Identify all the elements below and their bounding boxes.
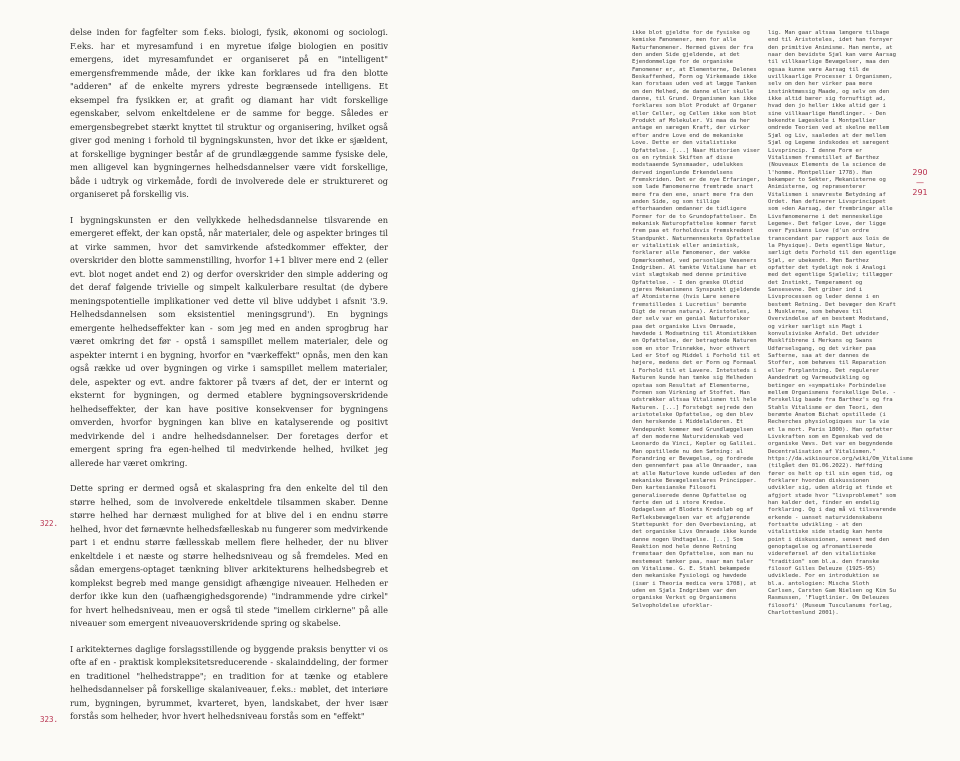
folio-right-page: 291: [912, 188, 928, 197]
footnote-marker-322: 322.: [40, 519, 59, 528]
notes-column-left: [632, 30, 760, 610]
paragraph-3: Dette spring er dermed også et skalaspring fra den enkelte del til den større helhed, som de involverede enkeltdele tilsammen skaber. Denne større helhed har dernæst mulighed for at blive del i en endnu større helhed, hvor det førnævnte helhedsfælleskab nu fungerer som medvirkende part i et endnu større fællesskab mellem flere helheder, der nu bliver enkeltdele i et næste og større helhedsniveau og så fremdeles. Med en sådan emergens-optaget tænkning bliver arkitekturens helhedsbegreb et komplekst begreb med mange gensidigt afhængige niveauer. Helheden er derfor ikke kun den (uafhængighedsgorende) "indrammende ydre cirkel" for hvert helhedsniveau, men er også til stede "imellem cirklerne" på alle niveauer som emergent niveauoverskridende spring og skabelse.: [70, 483, 388, 628]
folio-separator: —: [916, 178, 924, 187]
paragraph-4: I arkitekternes daglige forslagsstillende og byggende praksis benytter vi os ofte af en - praktisk kompleksitetsreducerende - skalainddeling, der former en traditionel "helhedstrappe"; en tradition for at tænke og etablere helhedsdannelser på forskellige skalaniveauer, f.eks.: møblet, det interiøre rum, bygningen, byrummet, kvarteret, byen, landskabet, der hver især forstås som helheder, hvor hvert helhedsniveau forstås som en "effekt": [70, 643, 388, 721]
notes-column-right: [768, 30, 913, 618]
folio-left-page: 290: [912, 168, 928, 177]
footnote-marker-323: 323.: [40, 715, 59, 724]
paragraph-1: delse inden for fagfelter som f.eks. biologi, fysik, økonomi og sociologi. F.eks. har et myresamfund i en myretue ifølge biologien en positiv emergens, idet myresamfundet er organiseret på en "intelligent" emergensfremmende måde, der ikke kan forklares ud fra den blotte "adderen" af de enkelte myrers ydreste begrænsede intelligens. Et eksempel fra fysikken er, at grafit og diamant har vidt forskellige egenskaber, selvom enkeltdelene er de samme for begge. Således er emergensbegrebet stærkt knyttet til struktur og organisering, hvilket også giver god mening i forhold til bygningskunsten, hvor det ikke er sjældent, at forskellige bygninger består af de grundlæggende samme fysiske dele, men alligevel kan bygningernes helhedsdannelser være vidt forskellige, både i udtryk og virkemåde, fordi de involverede dele er struktureret og organiseret på forskellig vis.: [70, 27, 388, 199]
notes-text-left: ikke blot gjeldte for de fysiske og kemiske Fænomener, men for alle Naturfænomener. Hermed gives der fra den anden Side gjeldende, at det Ejendommelige for de organiske Fænomener er, at Elementerne, Delenes Beskaffenhed, Form og Virkemaade ikke kan forstaas uden ved at lægge Tanken om den Helhed, de danne eller skulle danne, til Grund. Organismen kan ikke forklares som blot Produkt af Organer eller Celler, og Cellen ikke som blot Produkt af Molekuler. Vi maa da her antage en særegen Kraft, der virker efter andre Love end de mekaniske Love. Dette er den vitalistiske Opfattelse. [...] Naar Historien viser os en rytmisk Skiften af disse modstaaende Synsmaader, udelukkes derved ingenlunde Erkendelsens Fremskriden. Det er de nye Erfaringer, som lade Fænomenerne fremtræde snart mere fra den ene, snart mere fra den anden Side, og som tillige efterhaanden omdanner de tidligere Former for de to Grundopfattelser. En mekanisk Naturopfattelse kommer først frem paa et forholdsvis fremskredent Standpunkt. Naturmenneskets Opfattelse er vitalistisk eller animistisk, forklarer alle Fænomener, der vække Opmærksomhed, ved personlige Væseners Indgriben. Al tænkte Vitalisme har et vist slægtskab med denne primitive Opfattelse. - I den græske Oldtid gjøres Mekanismens Synspunkt gjeldende af Atomisterne (hvis Lære senere fremstilledes i Lucretius' berømte Digt de rerum natura). Aristoteles, der selv var en genial Naturforsker paa det organiske Livs Omraade, hævdede i Modsætning til Atomistikken en Opfattelse, der betragtede Naturen som en stor Trinrække, hvor ethvert Led er Stof og Middel i Forhold til et højere, medens det er Form og Formaal i Forhold til et Lavere. Intetsteds i Naturen kunde han tænke sig Helheden opstaa som Resultat af Elementerne, Formen som Virkning af Stoffet. Han udstrækker altsaa Vitalismen til hele Naturen. [...] Forstebgt sejrede den aristotelske Opfattelse, og den blev den herskende i Middelalderen. Et Vendepunkt kommer med Grundlæggelsen af den moderne Naturvidenskab ved Leonardo da Vinci, Kepler og Galilei. Man opstillede nu den Sætning: al Forandring er Bevægelse, og fordrede den gennemført paa alle Omraader, saa at alle Naturlove kunde udledes af den mekaniske Bevægelseslæres Principper. Den kartesianske Filosofi generaliserede denne Opfattelse og førte den ud i store Kredse. Opdagelsen af Blodets Kredsløb og af Refleksbevægelsen var et afgjørende Støttepunkt for den Overbevisning, at det organiske Livs Omraade ikke kunde danne nogen Undtagelse. [...] Som Reaktion mod hele denne Retning fremstaar den Opfattelse, som man nu mestemeat tænker paa, naar man taler om Vitalisme. G. E. Stahl bekæmpede den mekaniske Fysiologi og hævdede (især i Theoria medica vera 1708), at uden en Sjæls Indgriben var den organiske Verkst og Organismens Selvopholdelse uforklar-: [632, 30, 760, 609]
main-text-column: [70, 26, 388, 736]
paragraph-2: I bygningskunsten er den vellykkede helhedsdannelse tilsvarende en emergeret effekt, der kan opstå, når materialer, dele og aspekter bringes til at virke sammen, hvor det samvirkende afstedkommer effekter, der overskrider den blotte sammenstilling, hvorfor 1+1 bliver mere end 2 (eller evt. blot noget andet end 2) og derfor overskrider den simple addering og det deraf følgende trivielle og simpelt kalkulerbare resultat (de dybere meningspotentielle implikationer ved dette vil blive uddybet i afsnit '3.9. Helhedsdannelsen som eksistentiel meningsgrund'). En bygnings emergente helhedseffekter kan - som jeg med en anden sprogbrug har været omkring det før - opstå i samspillet mellem materialer, dele og aspekter internt i en bygning, hvorfor en "værkeffekt" opnås, men den kan også række ud over bygningen og virke i samspillet mellem materialer, dele, aspekter og evt. andre faktorer på tværs af det, der er internt og eksternt for bygningen, og dermed etablere bygningsoverskridende helhedseffekter, der kan have positive konsekvenser for bygningens omverden, hvorfor bygningen kan blive en katalyserende og positivt medvirkende del i andre helhedsdannelser. Der foretages derfor et emergent spring fra egen-helhed til medvirkende helhed, hvilket jeg allerede har været omkring.: [70, 214, 388, 468]
notes-text-right: lig. Man gaar altsaa længere tilbage end til Aristoteles, idet han fornyer den primitive Animisme. Han mente, at naar den bevidste Sjæl kan være Aarsag til villkaarlige Bevægelser, maa den ogsaa kunne være Aarsag til de uvillkaarlige Processer i Organismen, selv om den her virker paa mere instinktmæssig Maade, og selv om den ikke altid bærer sig fornuftigt ad, hvad den jo heller ikke altid gør i sine villkaarlige Handlinger. - Den bekendte Lægeskole i Montpellier omdrede Teorien ved at skelne mellem Sjæl og Liv, saaledes at der mellem Sjæl og Legeme indskodes et særegent Livsprincip. I denne Form er Vitalismen fremstillet af Barthez (Nouveaux Elements de la science de l'homme. Montpellier 1778). Han bekæmper to Sekter, Mekanisterne og Animisterne, og repræsenterer Vitalismen i snævreste Betydning af Ordet. Han definerer Livsprincippet som »den Aarsag, der frembringer alle Livsfænomenerne i det menneskelige Legeme«. Det følger Love, der ligge over Fysikens Love (d'un ordre transcendant par rapport aux lois de la Physique). Dets egentlige Natur, særligt dets Forhold til den egentlige Sjæl, er ubekendt. Men Barthez opfatter det tydeligt nok i Analogi med det egentlige Sjæleliv; tillægger det Instinkt, Temperament og Sansesevne. Det griber ind i Livsprocessen og leder denne i en bestemt Retning. Det bevæger den Kraft i Musklerne, som behøves til Overvindelse af en bestemt Modstand, og virker særligt sin Magt i konvulsiviske Anfald. Det udvider Musklfibrene i Merkans og Swans Udførselsgang, og det virker paa Safterne, saa at der dannes de Stoffer, som behøves til Reparation eller Forplantning. Det regulerer Aandedræt og Varmeudvikling og betinger en »sympatisk« Forbindelse mellem Organismens forskellige Dele. - Forskellig baade fra Barthez's og fra Stahls Vitalisme er den Teori, den berømte Anatom Bichat opstillede (i Recherches physiologiques sur la vie et la mort. Paris 1800). Han opfatter Livskraften som en Egenskab ved de organiske Vævs. Det var en begyndende Decentralisation af Vitalismen." https://da.wikisource.org/wiki/Om_Vitalisme (tilgået den 01.06.2022). Høffding fører os helt op til sin egen tid, og forklarer hvordan diskussionen udvikler sig, uden aldrig at finde et afgjort stade hvor "livsproblemet" som han kalder det, finder en endelig forklaring. Og i dag må vi tilsvarende erkende - uanset naturvidenskabens fortsatte udvikling - at den vitalistiske side stadig kan hente point i diskussionen, senest med den genoptagelse og afromantiserede videreførsel af den vitalistiske "tradition" som bl.a. den franske filosof Gilles Deleuze (1925-95) udviklede. For en introduktion se bl.a. antologien: Mischa Sloth Carlsen, Carsten Gam Nielsen og Kim Su Rasmussen, 'Flugtlinier. Om Deleuzes filosofi' (Museum Tusculanums forlag, Charlottenlund 2001).: [768, 30, 913, 617]
page-folio: [908, 168, 932, 198]
